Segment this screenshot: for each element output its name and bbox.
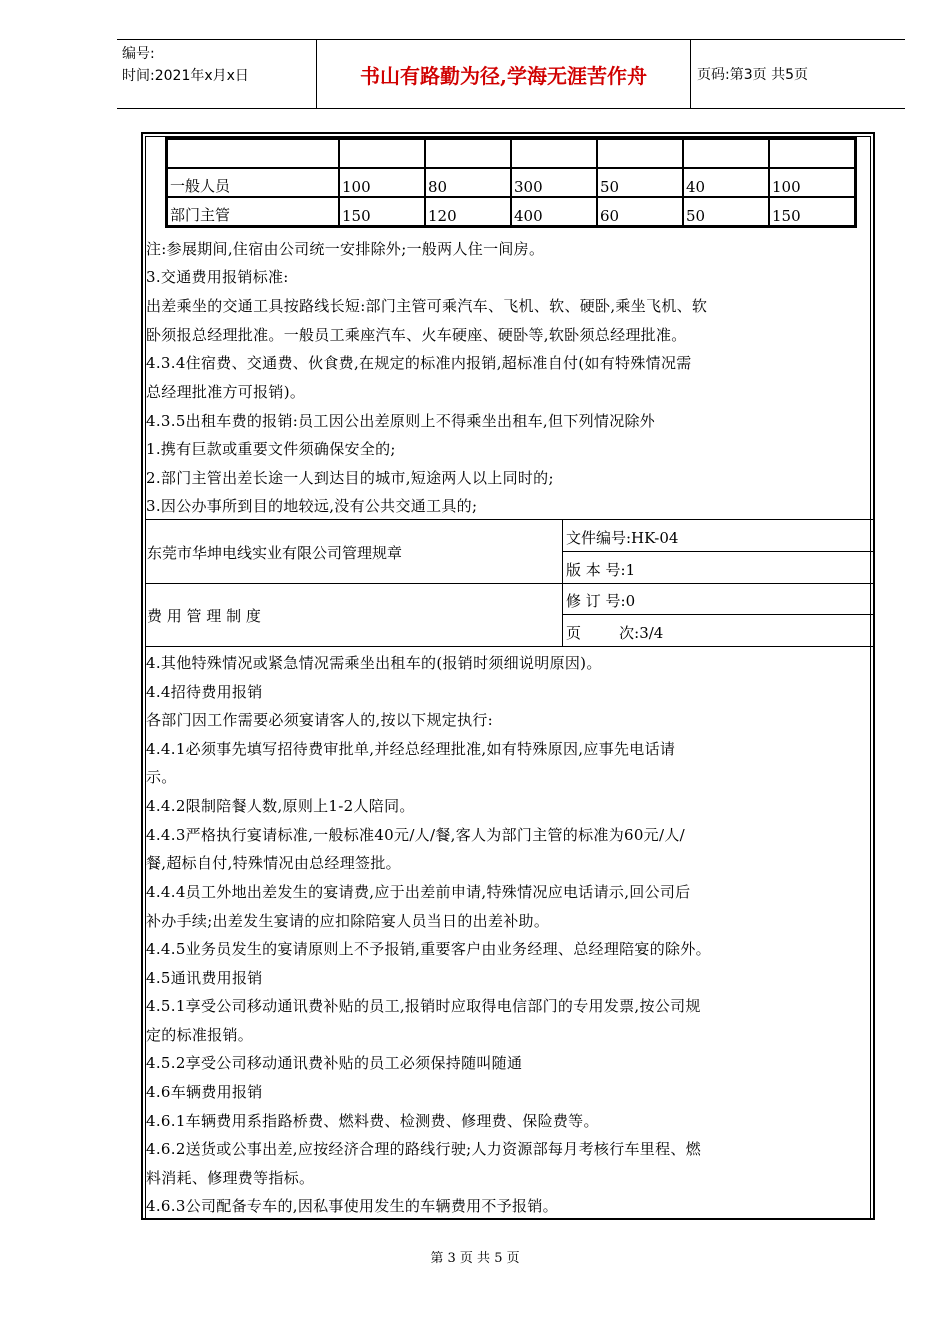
document-title: 费 用 管 理 制 度 [147, 607, 261, 625]
text-line: 4.6车辆费用报销 [146, 1083, 263, 1101]
table-row [167, 168, 855, 197]
page-number: 页 次:3/4 [566, 624, 664, 642]
text-line: 4.6.1车辆费用系指路桥费、燃料费、检测费、修理费、保险费等。 [146, 1112, 599, 1130]
text-line: 补办手续;出差发生宴请的应扣除陪宴人员当日的出差补助。 [146, 912, 550, 930]
page-header [117, 39, 905, 109]
text-line: 4.6.2送货或公事出差,应按经济合理的路线行驶;人力资源部每月考核行车里程、燃 [146, 1140, 701, 1158]
table-cell: 80 [425, 168, 511, 197]
version-number: 版 本 号:1 [566, 561, 636, 579]
header-motto: 书山有路勤为径,学海无涯苦作舟 [360, 63, 647, 88]
text-line: 4.4招待费用报销 [146, 683, 263, 701]
text-line: 3.交通费用报销标准: [146, 268, 289, 286]
table-cell: 60 [597, 197, 683, 226]
document-control-block [145, 519, 875, 647]
text-line: 4.5通讯费用报销 [146, 969, 263, 987]
block-divider [562, 583, 875, 584]
header-divider [690, 40, 691, 108]
text-line: 3.因公办事所到目的地较远,没有公共交通工具的; [146, 497, 478, 515]
table-cell: 50 [683, 197, 769, 226]
text-line: 4.4.1必须事先填写招待费审批单,并经总经理批准,如有特殊原因,应事先电话请 [146, 740, 676, 758]
rate-table [165, 137, 857, 228]
table-row [167, 197, 855, 226]
text-line: 4.6.3公司配备专车的,因私事使用发生的车辆费用不予报销。 [146, 1197, 558, 1215]
text-line: 卧须报总经理批准。一般员工乘座汽车、火车硬座、硬卧等,软卧须总经理批准。 [146, 326, 687, 344]
text-line: 4.3.4住宿费、交通费、伙食费,在规定的标准内报销,超标准自付(如有特殊情况需 [146, 354, 692, 372]
table-cell [683, 139, 769, 168]
file-number: 文件编号:HK-04 [566, 529, 679, 547]
table-cell: 100 [769, 168, 855, 197]
number-label: 编号: [122, 46, 155, 62]
text-line: 总经理批准方可报销)。 [146, 383, 306, 401]
table-cell: 300 [511, 168, 597, 197]
page-footer: 第 3 页 共 5 页 [430, 1251, 520, 1266]
table-cell [769, 139, 855, 168]
table-row [167, 139, 855, 168]
table-cell: 100 [339, 168, 425, 197]
header-meta [122, 43, 249, 87]
header-page-label: 页码:第3页 共5页 [697, 67, 808, 83]
table-cell: 120 [425, 197, 511, 226]
text-line: 4.4.2限制陪餐人数,原则上1-2人陪同。 [146, 797, 415, 815]
table-cell [511, 139, 597, 168]
table-cell [339, 139, 425, 168]
table-cell: 40 [683, 168, 769, 197]
text-line: 4.4.3严格执行宴请标准,一般标准40元/人/餐,客人为部门主管的标准为60元/人/ [146, 826, 685, 844]
table-cell [425, 139, 511, 168]
block-divider [562, 551, 875, 552]
text-line: 注:参展期间,住宿由公司统一安排除外;一般两人住一间房。 [146, 240, 545, 258]
text-line: 1.携有巨款或重要文件须确保安全的; [146, 440, 396, 458]
text-line: 各部门因工作需要必须宴请客人的,按以下规定执行: [146, 711, 494, 729]
company-name: 东莞市华坤电线实业有限公司管理规章 [147, 544, 403, 562]
row-label: 部门主管 [167, 197, 339, 226]
row-label: 一般人员 [167, 168, 339, 197]
block-divider [145, 583, 562, 584]
table-cell: 400 [511, 197, 597, 226]
text-line: 4.3.5出租车费的报销:员工因公出差原则上不得乘坐出租车,但下列情况除外 [146, 412, 656, 430]
text-line: 料消耗、修理费等指标。 [146, 1169, 315, 1187]
text-line: 2.部门主管出差长途一人到达目的城市,短途两人以上同时的; [146, 469, 554, 487]
text-line: 4.4.5业务员发生的宴请原则上不予报销,重要客户由业务经理、总经理陪宴的除外。 [146, 940, 711, 958]
table-cell: 50 [597, 168, 683, 197]
table-cell [167, 139, 339, 168]
text-line: 4.5.2享受公司移动通讯费补贴的员工必须保持随叫随通 [146, 1054, 523, 1072]
text-line: 餐,超标自付,特殊情况由总经理签批。 [146, 854, 401, 872]
text-line: 出差乘坐的交通工具按路线长短:部门主管可乘汽车、飞机、软、硬卧,乘坐飞机、软 [146, 297, 708, 315]
table-cell: 150 [769, 197, 855, 226]
block-divider [562, 614, 875, 615]
text-line: 4.5.1享受公司移动通讯费补贴的员工,报销时应取得电信部门的专用发票,按公司规 [146, 997, 701, 1015]
table-cell: 150 [339, 197, 425, 226]
time-label: 时间:2021年x月x日 [122, 68, 249, 84]
text-line: 定的标准报销。 [146, 1026, 254, 1044]
text-line: 4.其他特殊情况或紧急情况需乘坐出租车的(报销时须细说明原因)。 [146, 654, 602, 672]
text-line: 示。 [146, 768, 177, 786]
table-cell [597, 139, 683, 168]
text-line: 4.4.4员工外地出差发生的宴请费,应于出差前申请,特殊情况应电话请示,回公司后 [146, 883, 691, 901]
revision-number: 修 订 号:0 [566, 592, 636, 610]
